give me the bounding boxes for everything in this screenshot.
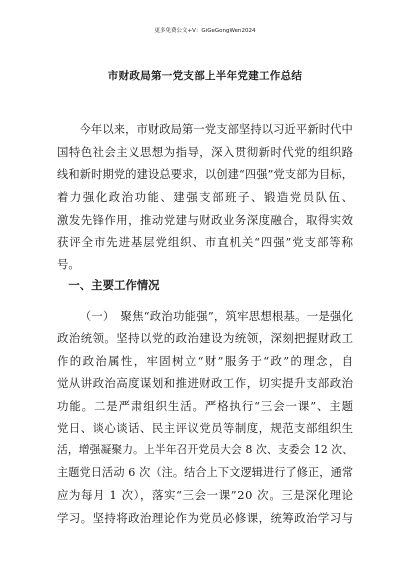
paragraph-line: 作的政治属性，牢固树立“财”服务于“政”的理念，自	[57, 353, 355, 368]
paragraph-line: 应为每月 1 次），落实“三会一课”20 次。三是深化理论	[57, 488, 354, 503]
paragraph-line: 觉从讲政治高度谋划和推进财政工作，切实提升支部政治	[57, 376, 354, 391]
paragraph-line: 激发先锋作用，推动党建与财政业务深度融合，取得实效	[57, 212, 354, 227]
paragraph-line: 党日、谈心谈话、民主评议党员等制度，规范支部组织生	[57, 420, 354, 435]
paragraph-line: 获评全市先进基层党组织、市直机关“四强”党支部等称	[57, 234, 354, 249]
paragraph-line: 学习。坚持将政治理论作为党员必修课，统筹政治学习与	[57, 510, 354, 525]
header-note: 更多免费公文+V：GiGeGongWen2024	[154, 28, 256, 34]
section-heading: 一、主要工作情况	[68, 278, 160, 292]
paragraph-line: 国特色社会主义思想为指导，深入贯彻新时代党的组织路	[57, 145, 354, 160]
paragraph-line: （一） 聚焦“政治功能强”，筑牢思想根基。一是强化	[79, 309, 354, 323]
paragraph-line: 线和新时期党的建设总要求，以创建“四强”党支部为目标，	[57, 167, 354, 181]
paragraph-line: 活，增强凝聚力。上半年召开党员大会 8 次、支委会 12 次、	[57, 443, 354, 457]
document-title: 市财政局第一党支部上半年党建工作总结	[107, 70, 303, 82]
paragraph-line: 功能。二是严肃组织生活。严格执行“三会一课”、主题	[57, 398, 354, 413]
paragraph-line: 着力强化政治功能、建强支部班子、锻造党员队伍、	[57, 190, 355, 205]
paragraph-line: 政治统领。坚持以党的政治建设为统领，深刻把握财政工	[57, 331, 354, 346]
intro-paragraph	[57, 119, 353, 276]
paragraph-line: 号。	[57, 257, 80, 272]
paragraph-line: 今年以来，市财政局第一党支部坚持以习近平新时代中	[79, 123, 353, 136]
paragraph-line: 主题党日活动 6 次（注。结合上下文逻辑进行了修正，通常	[57, 465, 354, 479]
section-paragraph	[57, 305, 353, 529]
